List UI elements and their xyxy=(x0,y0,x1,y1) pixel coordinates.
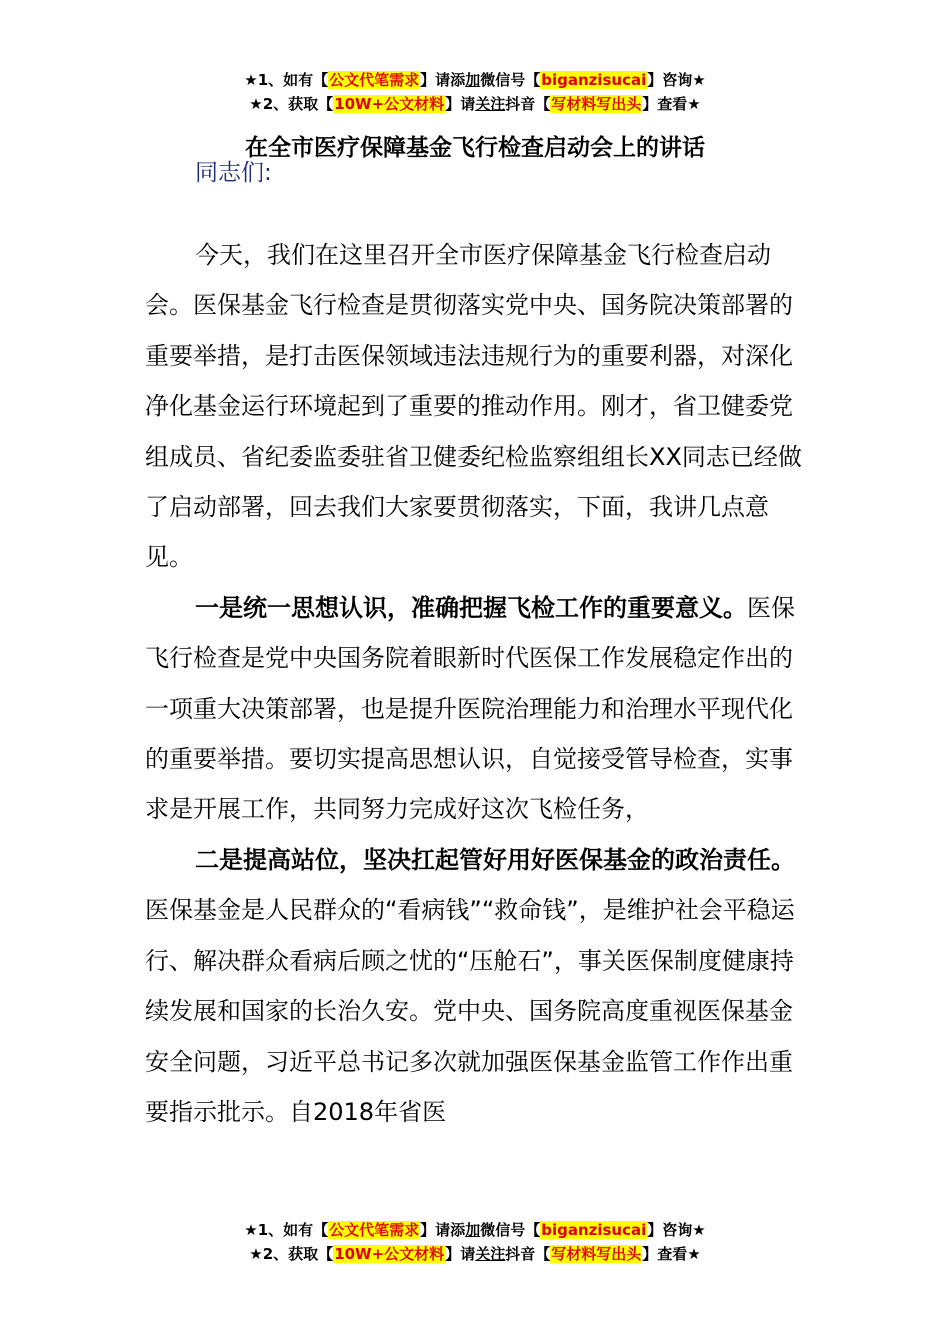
banner-text: 抖音【 xyxy=(505,1245,551,1263)
document-title: 在全市医疗保障基金飞行检查启动会上的讲话 xyxy=(245,135,705,161)
banner-text: 】查看★ xyxy=(642,95,701,113)
banner-underlined-text: 加 xyxy=(465,71,481,89)
paragraph xyxy=(145,835,810,1137)
banner-line-2 xyxy=(0,1242,950,1266)
paragraph xyxy=(145,583,810,835)
banner-highlight: 10W+公文材料 xyxy=(334,1245,445,1263)
banner-text: ★2、获取【 xyxy=(249,95,334,113)
banner-text: 】请添 xyxy=(420,1221,466,1239)
banner-text: 微信号【 xyxy=(480,1221,541,1239)
banner-text: 】请添 xyxy=(420,71,466,89)
section-heading: 二是提高站位，坚决扛起管好用好医保基金的政治责任。 xyxy=(195,845,795,874)
banner-highlight: 公文代笔需求 xyxy=(329,1221,420,1239)
header-banner xyxy=(0,68,950,116)
banner-highlight: 公文代笔需求 xyxy=(329,71,420,89)
banner-highlight: 写材料写出头 xyxy=(551,1245,642,1263)
banner-text: 微信号【 xyxy=(480,71,541,89)
banner-text: ★1、如有【 xyxy=(244,71,329,89)
banner-text: ★1、如有【 xyxy=(244,1221,329,1239)
banner-highlight: 写材料写出头 xyxy=(551,95,642,113)
banner-text: 】咨询★ xyxy=(647,71,706,89)
paragraph xyxy=(145,230,810,583)
banner-underlined-text: 加 xyxy=(465,1221,481,1239)
banner-underlined-text: 关注 xyxy=(475,95,506,113)
banner-text: ★2、获取【 xyxy=(249,1245,334,1263)
banner-highlight: biganzisucai xyxy=(541,1221,647,1239)
paragraph-text: 医保飞行检查是党中央国务院着眼新时代医保工作发展稳定作出的一项重大决策部署，也是提升医院治理能力和治理水平现代化的重要举措。要切实提高思想认识，自觉接受管导检查，实事求是开展工作，共同努力完成好这次飞检任务， xyxy=(145,593,795,824)
banner-highlight: 10W+公文材料 xyxy=(334,95,445,113)
section-heading: 一是统一思想认识，准确把握飞检工作的重要意义。 xyxy=(195,593,747,622)
paragraph-text: 今天，我们在这里召开全市医疗保障基金飞行检查启动会。医保基金飞行检查是贯彻落实党中央、国务院决策部署的重要举措，是打击医保领域违法违规行为的重要利器，对深化净化基金运行环境起到了重要的推动作用。刚才，省卫健委党组成员、省纪委监委驻省卫健委纪检监察组组长XX同志已经做了启动部署，回去我们大家要贯彻落实，下面，我讲几点意见。 xyxy=(145,241,802,572)
banner-underlined-text: 关注 xyxy=(475,1245,506,1263)
banner-line-1 xyxy=(0,1218,950,1242)
banner-text: 抖音【 xyxy=(505,95,551,113)
paragraph-text: 医保基金是人民群众的“看病钱”“救命钱”，是维护社会平稳运行、解决群众看病后顾之忧的“压舱石”，事关医保制度健康持续发展和国家的长治久安。党中央、国务院高度重视医保基金安全问题，习近平总书记多次就加强医保基金监管工作作出重要指示批示。自2018年省医 xyxy=(145,896,795,1126)
banner-text: 】查看★ xyxy=(642,1245,701,1263)
banner-text: 】请 xyxy=(445,1245,476,1263)
banner-line-2 xyxy=(0,92,950,116)
banner-text: 】请 xyxy=(445,95,476,113)
footer-banner xyxy=(0,1218,950,1266)
banner-highlight: biganzisucai xyxy=(541,71,647,89)
document-body xyxy=(145,230,810,1137)
banner-text: 】咨询★ xyxy=(647,1221,706,1239)
banner-line-1 xyxy=(0,68,950,92)
greeting: 同志们: xyxy=(195,160,272,186)
